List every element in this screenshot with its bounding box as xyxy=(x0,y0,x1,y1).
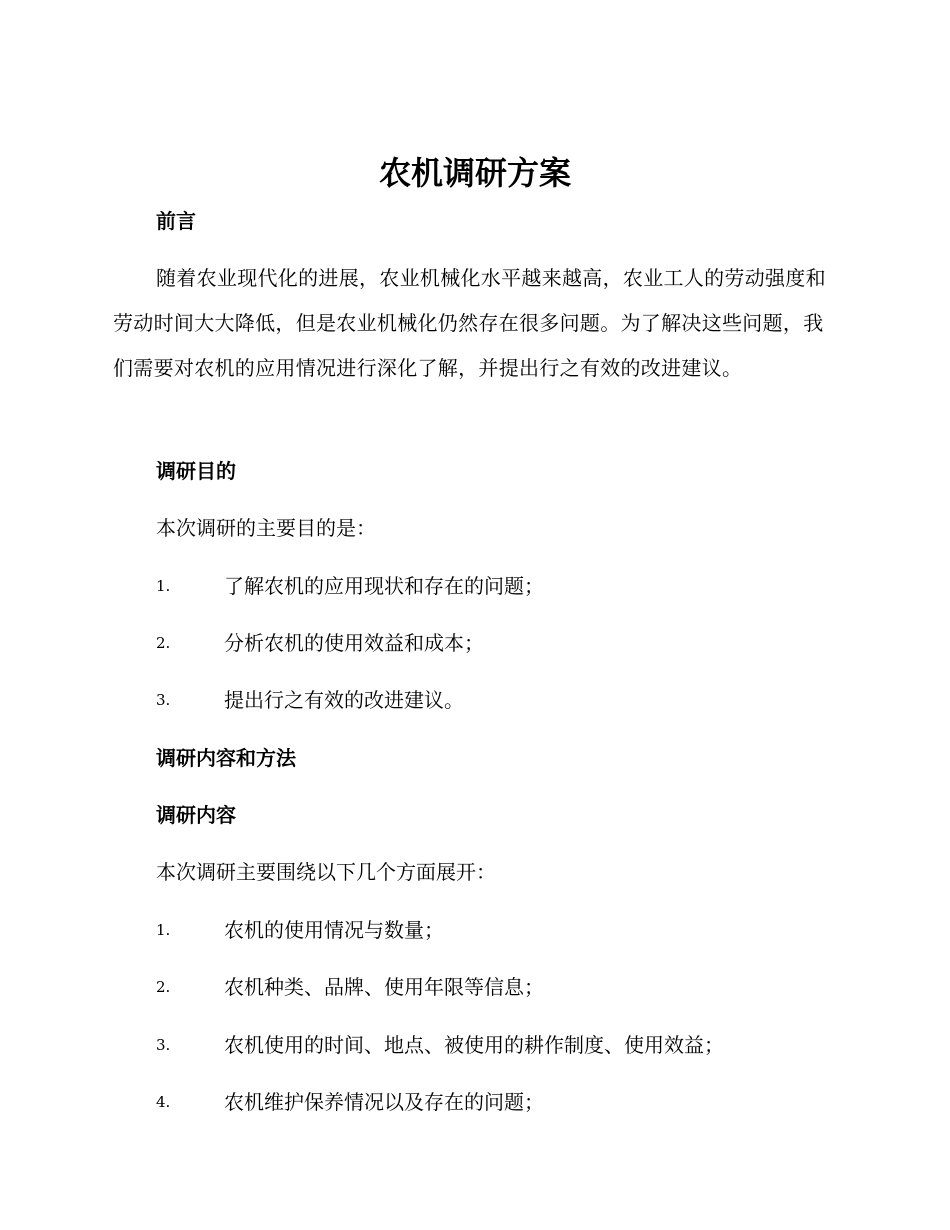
list-text: 农机种类、品牌、使用年限等信息； xyxy=(224,975,544,999)
purpose-heading: 调研目的 xyxy=(156,459,236,483)
content-methods-heading: 调研内容和方法 xyxy=(156,746,296,770)
list-number: 1. xyxy=(156,577,171,595)
preface-paragraph: 随着农业现代化的进展，农业机械化水平越来越高，农业工人的劳动强度和劳动时间大大降低，但是农业机械化仍然存在很多问题。为了解决这些问题，我们需要对农机的应用情况进行深化了解，并提出行之有效的改进建议。 xyxy=(113,266,826,380)
list-text: 农机的使用情况与数量； xyxy=(224,918,444,942)
list-text: 农机使用的时间、地点、被使用的耕作制度、使用效益； xyxy=(224,1033,724,1057)
list-number: 4. xyxy=(156,1093,171,1111)
list-number: 3. xyxy=(156,1036,171,1054)
list-text: 分析农机的使用效益和成本； xyxy=(224,631,484,655)
list-number: 2. xyxy=(156,634,171,652)
list-text: 农机维护保养情况以及存在的问题； xyxy=(224,1090,544,1114)
preface-heading: 前言 xyxy=(156,209,196,233)
list-text: 提出行之有效的改进建议。 xyxy=(224,688,464,712)
list-number: 1. xyxy=(156,921,171,939)
content-intro: 本次调研主要围绕以下几个方面展开： xyxy=(156,860,496,884)
purpose-intro: 本次调研的主要目的是： xyxy=(156,516,376,540)
document-title: 农机调研方案 xyxy=(378,154,571,192)
list-number: 2. xyxy=(156,978,171,996)
content-heading: 调研内容 xyxy=(156,803,236,827)
list-text: 了解农机的应用现状和存在的问题； xyxy=(224,574,544,598)
list-number: 3. xyxy=(156,691,171,709)
